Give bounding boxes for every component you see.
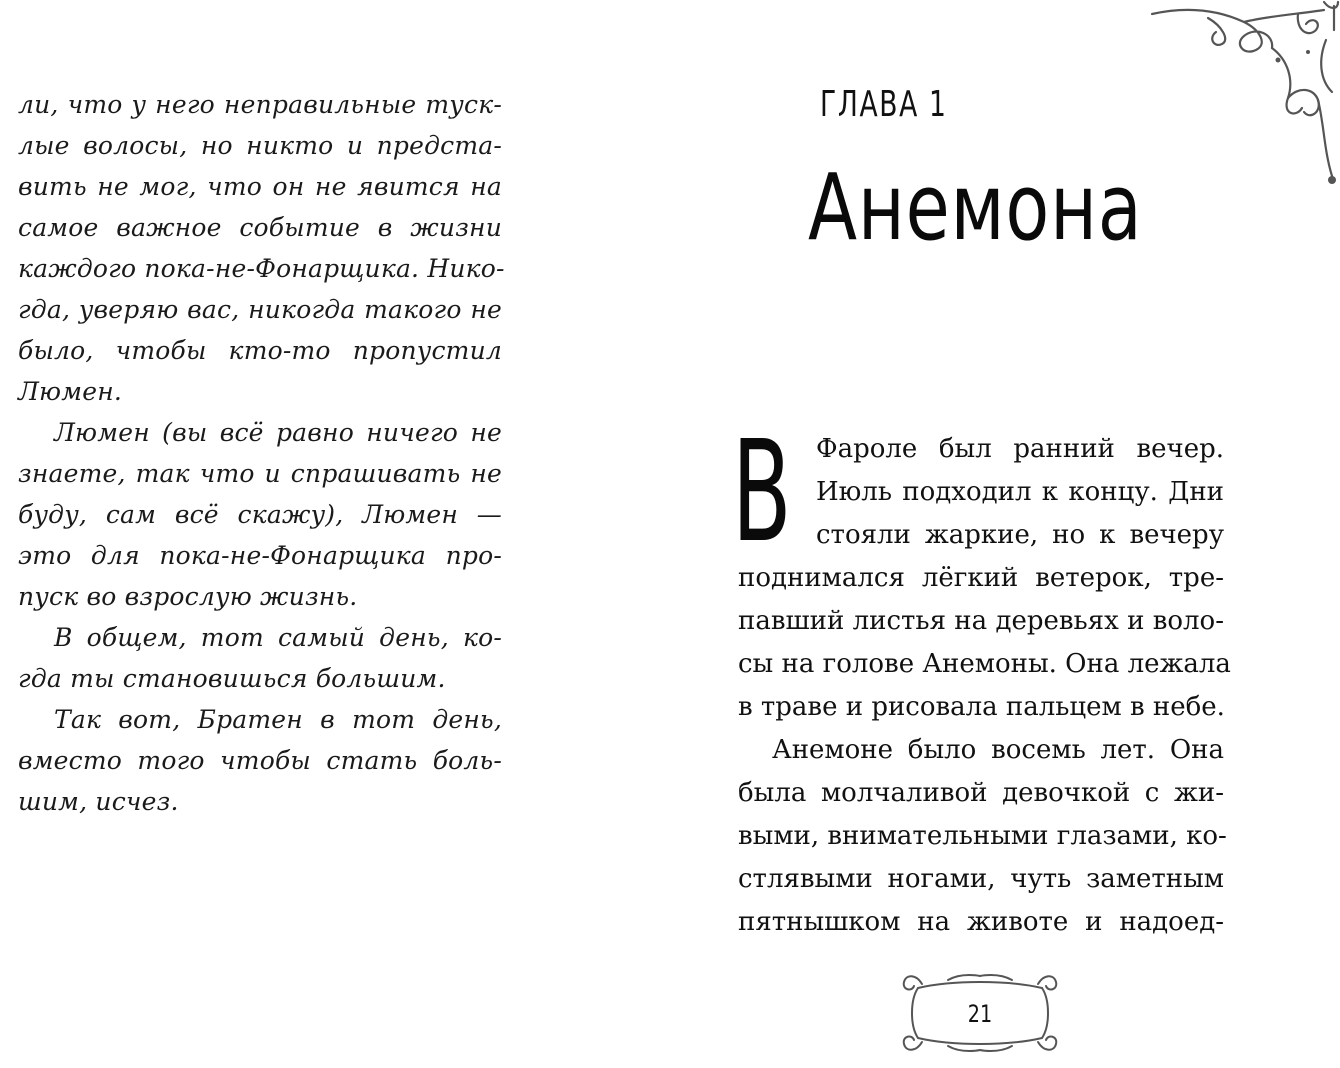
paragraph bbox=[18, 412, 502, 617]
left-page-text bbox=[18, 84, 505, 822]
text-line: В общем, тот самый день, ко- bbox=[54, 623, 502, 652]
right-page-text bbox=[738, 428, 1231, 944]
text-line: ли, что у него неправильные туск- bbox=[18, 90, 502, 119]
text-line: Так вот, Братен в тот день, bbox=[54, 705, 502, 734]
text-line: стлявыми ногами, чуть заметным bbox=[738, 864, 1224, 894]
text-line: гда ты становишься большим. bbox=[18, 664, 446, 693]
text-line: Июль подходил к концу. Дни bbox=[816, 477, 1224, 507]
text-line: шим, исчез. bbox=[18, 787, 179, 816]
chapter-label: ГЛАВА 1 bbox=[820, 84, 948, 125]
text-line: лые волосы, но никто и предста- bbox=[18, 131, 502, 160]
text-line: выми, внимательными глазами, ко- bbox=[738, 821, 1227, 851]
text-line: каждого пока-не-Фонарщика. Нико- bbox=[18, 254, 505, 283]
text-line: в траве и рисовала пальцем в небе. bbox=[738, 692, 1225, 722]
text-line: Фароле был ранний вечер. bbox=[816, 434, 1224, 464]
chapter-title: Анемона bbox=[808, 154, 1143, 261]
text-line: стояли жаркие, но к вечеру bbox=[816, 520, 1224, 550]
text-line: павший листья на деревьях и воло- bbox=[738, 606, 1224, 636]
text-line: вместо того чтобы стать боль- bbox=[18, 746, 502, 775]
text-line: Люмен (вы всё равно ничего не bbox=[54, 418, 502, 447]
paragraph bbox=[18, 84, 505, 412]
page-number: 21 bbox=[967, 1000, 993, 1028]
text-line: знаете, так что и спрашивать не bbox=[18, 459, 502, 488]
text-line: Анемоне было восемь лет. Она bbox=[772, 735, 1224, 765]
paragraph bbox=[18, 617, 502, 699]
text-line: поднимался лёгкий ветерок, тре- bbox=[738, 563, 1224, 593]
text-line: гда, уверяю вас, никогда такого не bbox=[18, 295, 502, 324]
text-line: пуск во взрослую жизнь. bbox=[18, 582, 358, 611]
text-line: была молчаливой девочкой с жи- bbox=[738, 778, 1224, 808]
text-line: Люмен. bbox=[18, 377, 123, 406]
page-number-cartouche bbox=[892, 966, 1068, 1060]
text-line: самое важное событие в жизни bbox=[18, 213, 502, 242]
text-line: вить не мог, что он не явится на bbox=[18, 172, 502, 201]
text-line: было, чтобы кто-то пропустил bbox=[18, 336, 502, 365]
text-line: пятнышком на животе и надоед- bbox=[738, 907, 1224, 937]
text-line: это для пока-не-Фонарщика про- bbox=[18, 541, 502, 570]
drop-cap: В bbox=[732, 411, 792, 574]
text-line: сы на голове Анемоны. Она лежала bbox=[738, 649, 1231, 679]
paragraph bbox=[18, 699, 502, 822]
corner-flourish-icon bbox=[1148, 0, 1340, 190]
text-line: буду, сам всё скажу), Люмен — bbox=[18, 500, 502, 529]
